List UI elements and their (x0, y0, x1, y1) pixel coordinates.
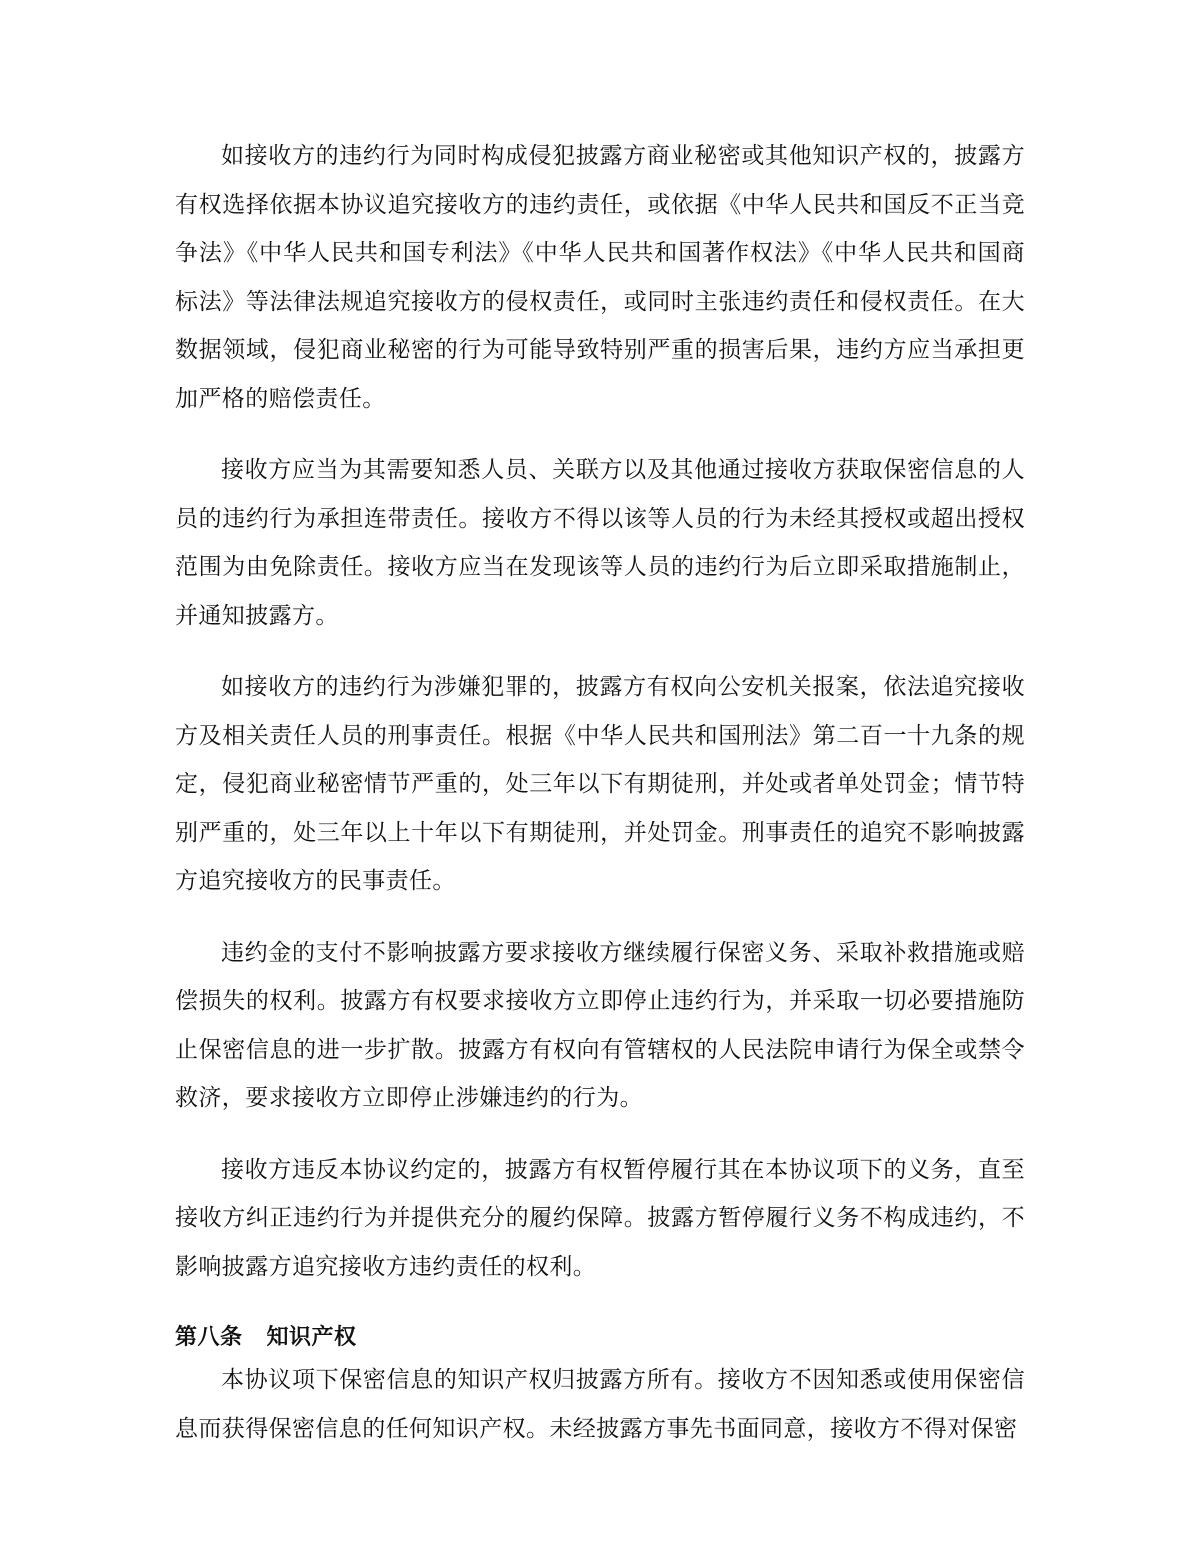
section-number: 第八条 (175, 1325, 243, 1350)
section-title: 知识产权 (266, 1325, 357, 1350)
paragraph-infringement-liability: 如接收方的违约行为同时构成侵犯披露方商业秘密或其他知识产权的，披露方有权选择依据本协议追究接收方的违约责任，或依据《中华人民共和国反不正当竞争法》《中华人民共和国专利法》《中华人民共和国著作权法》《中华人民共和国商标法》等法律法规追究接收方的侵权责任，或同时主张违约责任和侵权责任。在大数据领域，侵犯商业秘密的行为可能导致特别严重的损害后果，违约方应当承担更加严格的赔偿责任。 (175, 143, 1025, 412)
document-page (175, 132, 1025, 1476)
paragraph-remedies: 违约金的支付不影响披露方要求接收方继续履行保密义务、采取补救措施或赔偿损失的权利。披露方有权要求接收方立即停止违约行为，并采取一切必要措施防止保密信息的进一步扩散。披露方有权向有管辖权的人民法院申请行为保全或禁令救济，要求接收方立即停止涉嫌违约的行为。 (175, 939, 1025, 1111)
paragraph-joint-liability: 接收方应当为其需要知悉人员、关联方以及其他通过接收方获取保密信息的人员的违约行为承担连带责任。接收方不得以该等人员的行为未经其授权或超出授权范围为由免除责任。接收方应当在发现该等人员的违约行为后立即采取措施制止，并通知披露方。 (175, 457, 1025, 629)
paragraph-criminal-liability: 如接收方的违约行为涉嫌犯罪的，披露方有权向公安机关报案，依法追究接收方及相关责任人员的刑事责任。根据《中华人民共和国刑法》第二百一十九条的规定，侵犯商业秘密情节严重的，处三年以下有期徒刑，并处或者单处罚金；情节特别严重的，处三年以上十年以下有期徒刑，并处罚金。刑事责任的追究不影响披露方追究接收方的民事责任。 (175, 674, 1025, 894)
paragraph-ip-ownership: 本协议项下保密信息的知识产权归披露方所有。接收方不因知悉或使用保密信息而获得保密信息的任何知识产权。未经披露方事先书面同意，接收方不得对保密 (175, 1367, 1025, 1442)
section-heading (175, 1314, 1025, 1362)
paragraph-suspension: 接收方违反本协议约定的，披露方有权暂停履行其在本协议项下的义务，直至接收方纠正违约行为并提供充分的履约保障。披露方暂停履行义务不构成违约，不影响披露方追究接收方违约责任的权利。 (175, 1156, 1025, 1280)
